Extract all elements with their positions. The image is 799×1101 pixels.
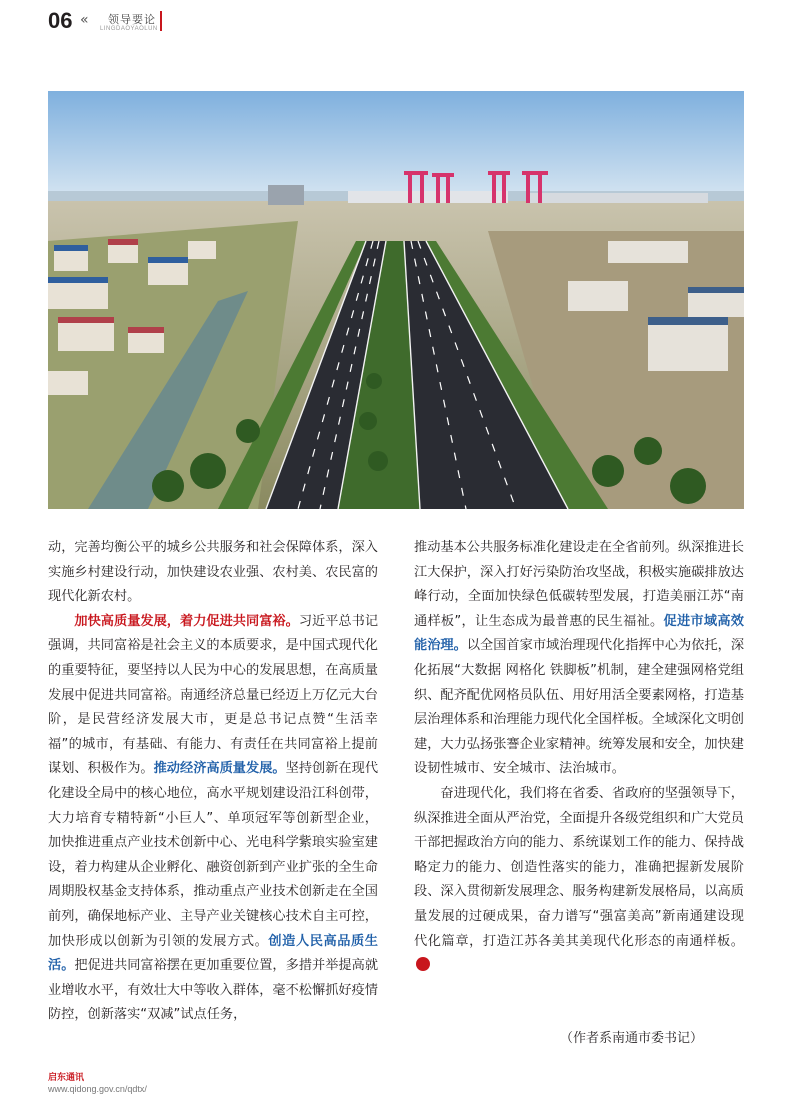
paragraph: 奋进现代化，我们将在省委、省政府的坚强领导下，纵深推进全面从严治党，全面提升各级党组织和广大党员干部把握政治方向的能力、系统谋划工作的能力、保持战略定力的能力、创造性落实的能力，准确把握新发展阶段、深入贯彻新发展理念、服务构建新发展格局，以高质量发展的过硬成果，奋力谱写“强富美高”新南通建设现代化篇章，打造江苏各美其美现代化形态的南通样板。	[414, 782, 744, 979]
subheading: 推动经济高质量发展。	[153, 761, 286, 777]
paragraph: 加快高质量发展，着力促进共同富裕。习近平总书记强调，共同富裕是社会主义的本质要求，是中国式现代化的重要特征，要坚持以人民为中心的发展思想，在高质量发展中促进共同富裕。南通经济总量已经迈上万亿元大台阶，是民营经济发展大市，更是总书记点赞“生活幸福”的城市，有基础、有能力、有责任在共同富裕上提前谋划、积极作为。推动经济高质量发展。坚持创新在现代化建设全局中的核心地位，高水平规划建设沿江科创带，大力培育专精特新“小巨人”、单项冠军等创新型企业，加快推进重点产业技术创新中心、光电科学紫琅实验室建设，着力构建从企业孵化、融资创新到产业扩张的全生命周期股权基金支持体系，推动重点产业技术创新走在全国前列，确保地标产业、主导产业关键核心技术自主可控，加快形成以创新为引领的发展方式。创造人民高品质生活。把促进共同富裕摆在更加重要位置，多措并举提高就业增收水平，有效壮大中等收入群体，毫不松懈抓好疫情防控，创新落实“双减”试点任务，	[48, 613, 379, 1023]
section-pinyin: LINGDAOYAOLUN	[100, 26, 158, 32]
footer-url[interactable]: www.qidong.gov.cn/qdtx/	[48, 1084, 147, 1094]
chevron-left-icon: «	[80, 12, 89, 28]
paragraph: 推动基本公共服务标准化建设走在全省前列。纵深推进长江大保护，深入打好污染防治攻坚战，积极实施碳排放达峰行动，全面加快绿色低碳转型发展，打造美丽江苏“南通样板”，让生态成为最普惠的民生福祉。促进市域高效能治理。以全国首家市域治理现代化指挥中心为依托，深化拓展“大数据 网格化 铁脚板”机制，建全建强网格党组织、配齐配优网格员队伍、用好用活全要素网格，打造基层治理体系和治理能力现代化全国样板。全域深化文明创建，大力弘扬张謇企业家精神。统筹发展和安全，加快建设韧性城市、安全城市、法治城市。	[414, 540, 745, 777]
right-text-column	[414, 536, 744, 979]
subheading: 促进市域高效能治理。	[414, 613, 744, 654]
end-of-article-mark-icon	[416, 957, 430, 971]
page-number: 06	[48, 8, 73, 33]
subheading: 创造人民高品质生活。	[48, 933, 378, 974]
page-footer	[48, 1070, 147, 1094]
author-line: （作者系南通市委书记）	[560, 1031, 704, 1046]
aerial-road-port-photo	[48, 91, 744, 509]
footer-brand: 启东通讯	[48, 1073, 85, 1083]
section-heading: 加快高质量发展，着力促进共同富裕。	[74, 613, 299, 629]
section-title: 领导要论	[108, 13, 156, 26]
header-accent-bar	[160, 11, 162, 31]
left-text-column	[48, 536, 378, 1028]
paragraph: 动，完善均衡公平的城乡公共服务和社会保障体系，深入实施乡村建设行动，加快建设农业强、农村美、农民富的现代化新农村。	[48, 540, 378, 605]
